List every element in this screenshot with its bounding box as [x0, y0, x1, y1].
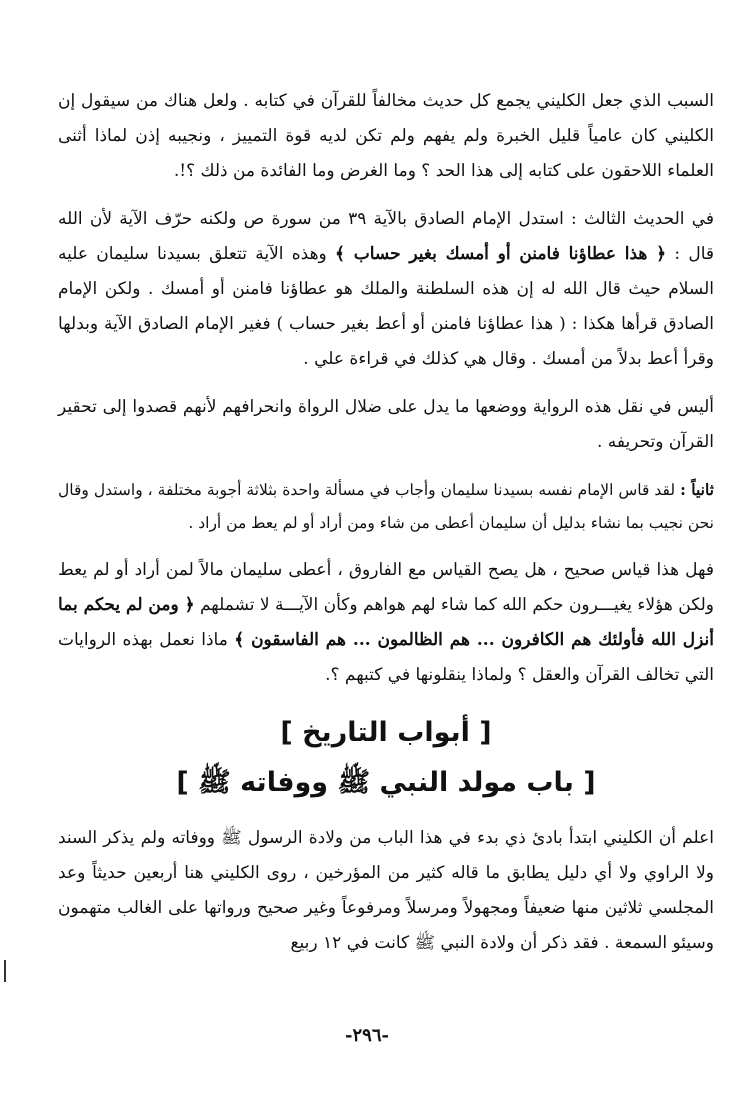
paragraph-6: اعلم أن الكليني ابتدأ بادئ ذي بدء في هذا الباب من ولادة الرسول ﷺ ووفاته ولم يذكر السند ولا الراوي ولا أي دليل يطابق ما قاله كثير من المؤرخين ، روى الكليني هنا أربعين حديثاً وعد المجلسي ثلاثين منها ضعيفاً ومجهولاً ومرسلاً ومرفوعاً وغير صحيح ورواتها على الغالب متهمون وسيئو السمعة . فقد ذكر أن ولادة النبي ﷺ كانت في ١٢ ربيع [58, 828, 714, 953]
paragraph-1: السبب الذي جعل الكليني يجمع كل حديث مخالفاً للقرآن في كتابه . ولعل هناك من سيقول إن الكليني كان عامياً قليل الخبرة ولم يفهم ولم تكن لديه قوة التمييز ، ونجيبه إذن لماذا أثنى العلماء اللاحقون على كتابه إلى هذا الحد ؟ وما الغرض وما الفائدة من ذلك ؟!. [58, 91, 714, 181]
quran-verse-1: ﴿ هذا عطاؤنا فامنن أو أمسك بغير حساب ﴾ [335, 244, 667, 264]
paragraph-2 [58, 202, 714, 377]
book-page [58, 84, 714, 1060]
paragraph-2-body: وهذه الآية تتعلق بسيدنا سليمان عليه السلام حيث قال الله له إن هذه السلطنة والملك هو عطاؤنا فامنن أو أمسك . ولكن الإمام الصادق قرأها هكذا : ( هذا عطاؤنا فامنن أو أعط بغير حساب ) فغير الإمام الصادق الآية وبدلها وقرأ أعط بدلاً من أمسك . وقال هي كذلك في قراءة علي . [58, 244, 714, 369]
paragraph-4-lead: ثانياً : [680, 480, 714, 499]
paragraph-5-body: ماذا نعمل بهذه الروايات التي تخالف القرآن والعقل ؟ ولماذا ينقلونها في كتبهم ؟. [58, 630, 714, 685]
paragraph-4-body: لقد قاس الإمام نفسه بسيدنا سليمان وأجاب في مسألة واحدة بثلاثة أجوبة مختلفة ، واستدل وقال نحن نجيب بما نشاء بدليل أن سليمان أعطى من شاء ومن أراد أو لم يعط من أراد . [58, 481, 714, 532]
paragraph-3: أليس في نقل هذه الرواية ووضعها ما يدل على ضلال الرواة وانحرافهم لأنهم قصدوا إلى تحقير القرآن وتحريفه . [58, 397, 714, 452]
margin-mark [4, 960, 6, 982]
section-heading: [ أبواب التاريخ ] [280, 717, 492, 748]
paragraph-4 [58, 473, 714, 540]
quran-verse-2: ﴿ ومن لم يحكم بما أنزل الله فأولئك هم الكافرون ... هم الظالمون ... هم الفاسقون ﴾ [58, 595, 714, 650]
chapter-heading: [ باب مولد النبي ﷺ ووفاته ﷺ ] [176, 767, 596, 798]
paragraph-2-intro: في الحديث الثالث : استدل الإمام الصادق بالآية ٣٩ من سورة ص ولكنه حرّف الآية لأن الله قال : [58, 209, 714, 264]
paragraph-5 [58, 553, 714, 693]
paragraph-5-intro: فهل هذا قياس صحيح ، هل يصح القياس مع الفاروق ، أعطى سليمان مالاً لمن أراد أو لم يعط ولكن هؤلاء يغيـــرون حكم الله كما شاء لهم هواهم وكأن الآيـــة لا تشملهم [58, 560, 715, 615]
page-number: -٢٩٦- [345, 1025, 389, 1046]
